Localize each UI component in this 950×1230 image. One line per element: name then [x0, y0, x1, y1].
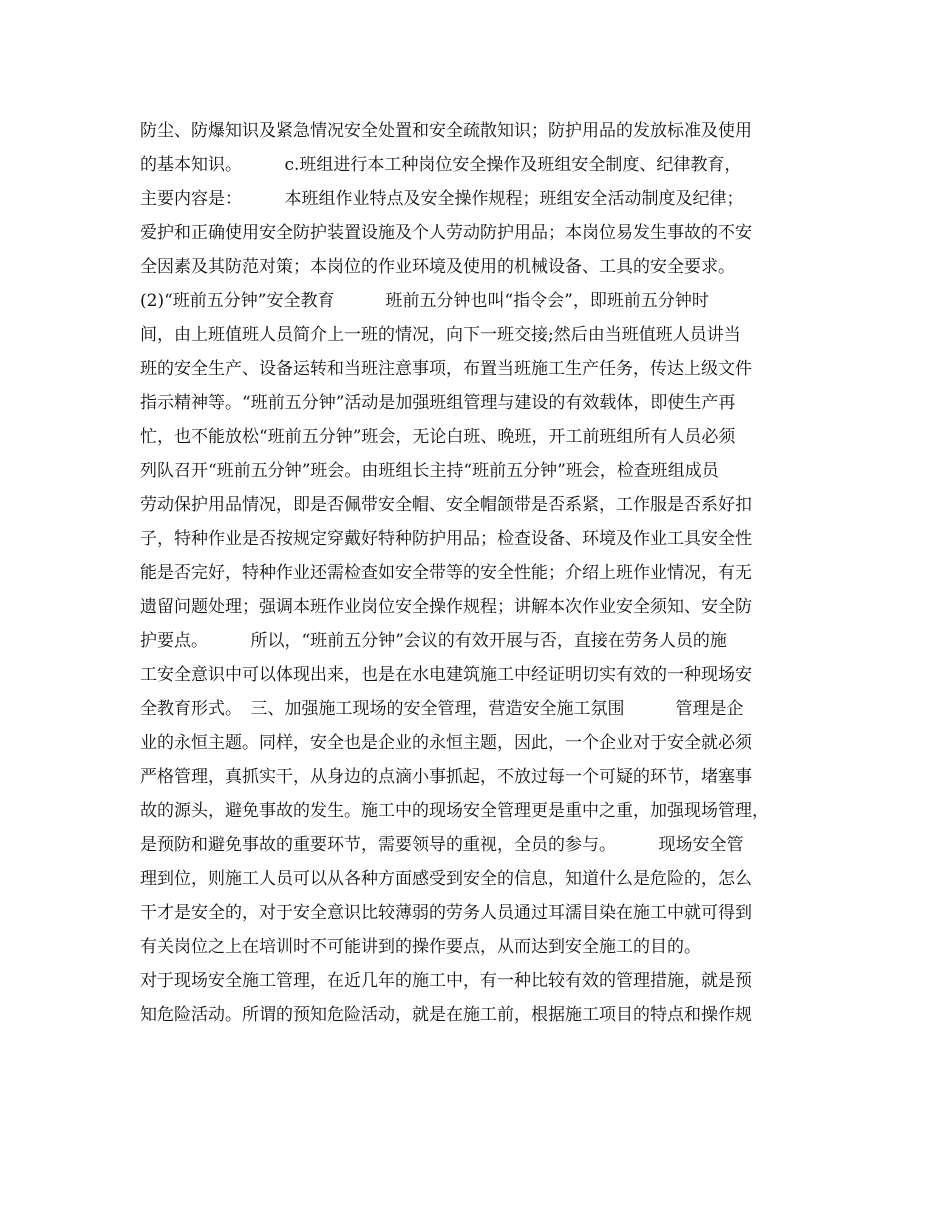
text-line: 忙，也不能放松“班前五分钟”班会，无论白班、晚班，开工前班组所有人员必须	[140, 427, 736, 447]
text-line: 能是否完好，特种作业还需检查如安全带等的安全性能；介绍上班作业情况，有无	[140, 563, 752, 583]
text-line: 子，特种作业是否按规定穿戴好特种防护用品；检查设备、环境及作业工具安全性	[140, 529, 752, 549]
text-line: 遗留问题处理；强调本班作业岗位安全操作规程；讲解本次作业安全须知、安全防	[140, 597, 752, 617]
text-line: 指示精神等。“班前五分钟”活动是加强班组管理与建设的有效载体，即使生产再	[140, 393, 736, 413]
text-line: 是预防和避免事故的重要环节，需要领导的重视，全员的参与。 现场安全管	[140, 835, 744, 855]
text-line: 严格管理，真抓实干，从身边的点滴小事抓起，不放过每一个可疑的环节，堵塞事	[140, 767, 752, 787]
text-line: 列队召开“班前五分钟”班会。由班组长主持“班前五分钟”班会，检查班组成员	[140, 461, 719, 481]
text-line: (2)“班前五分钟”安全教育 班前五分钟也叫“指令会”，即班前五分钟时	[140, 291, 709, 311]
text-line: 护要点。 所以，“班前五分钟”会议的有效开展与否，直接在劳务人员的施	[140, 631, 727, 651]
text-line: 防尘、防爆知识及紧急情况安全处置和安全疏散知识；防护用品的发放标准及使用	[140, 121, 752, 141]
text-line: 爱护和正确使用安全防护装置设施及个人劳动防护用品；本岗位易发生事故的不安	[140, 223, 752, 243]
text-line: 劳动保护用品情况，即是否佩带安全帽、安全帽颌带是否系紧，工作服是否系好扣	[140, 495, 752, 515]
text-line: 有关岗位之上在培训时不可能讲到的操作要点，从而达到安全施工的目的。	[140, 937, 701, 957]
text-line: 全因素及其防范对策；本岗位的作业环境及使用的机械设备、工具的安全要求。	[140, 257, 735, 277]
text-line: 业的永恒主题。同样，安全也是企业的永恒主题，因此，一个企业对于安全就必须	[140, 733, 752, 753]
text-line: 全教育形式。 三、加强施工现场的安全管理，营造安全施工氛围 管理是企	[140, 699, 744, 719]
body-text	[140, 114, 830, 1032]
text-line: 工安全意识中可以体现出来，也是在水电建筑施工中经证明切实有效的一种现场安	[140, 665, 752, 685]
text-line: 干才是安全的，对于安全意识比较薄弱的劳务人员通过耳濡目染在施工中就可得到	[140, 903, 752, 923]
text-line: 班的安全生产、设备运转和当班注意事项，布置当班施工生产任务，传达上级文件	[140, 359, 752, 379]
text-line: 对于现场安全施工管理，在近几年的施工中，有一种比较有效的管理措施，就是预	[140, 971, 752, 991]
text-line: 知危险活动。所谓的预知危险活动，就是在施工前，根据施工项目的特点和操作规	[140, 1005, 752, 1025]
text-line: 间，由上班值班人员简介上一班的情况，向下一班交接;然后由当班值班人员讲当	[140, 325, 741, 345]
text-line: 的基本知识。 c.班组进行本工种岗位安全操作及班组安全制度、纪律教育，	[140, 155, 742, 175]
text-line: 故的源头，避免事故的发生。施工中的现场安全管理更是重中之重，加强现场管理，	[140, 801, 769, 821]
text-line: 主要内容是： 本班组作业特点及安全操作规程；班组安全活动制度及纪律；	[140, 189, 744, 209]
text-line: 理到位，则施工人员可以从各种方面感受到安全的信息，知道什么是危险的，怎么	[140, 869, 752, 889]
